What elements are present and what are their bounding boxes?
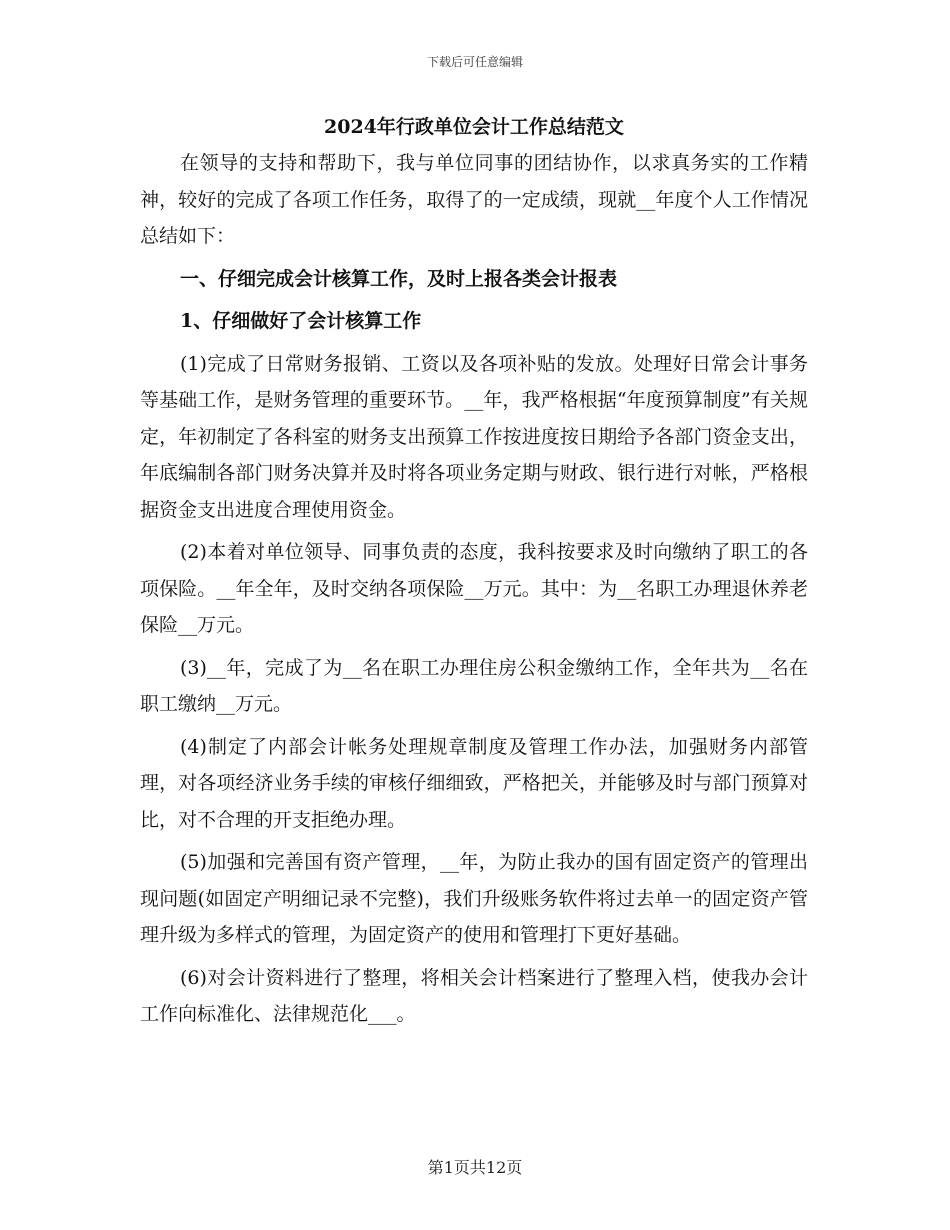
intro-paragraph: 在领导的支持和帮助下，我与单位同事的团结协作，以求真务实的工作精神，较好的完成了各项工作任务，取得了的一定成绩，现就__年度个人工作情况总结如下： <box>140 152 808 247</box>
section-heading-1: 一、仔细完成会计核算工作，及时上报各类会计报表 <box>180 267 618 290</box>
list-item: (2)本着对单位领导、同事负责的态度，我科按要求及时向缴纳了职工的各项保险。__年全年，及时交纳各项保险__万元。其中：为__名职工办理退休养老保险__万元。 <box>140 541 808 636</box>
list-item: (1)完成了日常财务报销、工资以及各项补贴的发放。处理好日常会计事务等基础工作，是财务管理的重要环节。__年，我严格根据“年度预算制度”有关规定，年初制定了各科室的财务支出预算工作按进度按日期给予各部门资金支出，年底编制各部门财务决算并及时将各项业务定期与财政、银行进行对帐，严格根据资金支出进度合理使用资金。 <box>140 352 808 521</box>
subsection-heading-1: 1、仔细做好了会计核算工作 <box>180 310 422 332</box>
document-title: 2024年行政单位会计工作总结范文 <box>324 116 624 138</box>
list-item: (5)加强和完善国有资产管理，__年，为防止我办的国有固定资产的管理出现问题(如固定产明细记录不完整)，我们升级账务软件将过去单一的固定资产管理升级为多样式的管理，为固定资产的使用和管理打下更好基础。 <box>140 851 808 946</box>
document-body <box>140 113 808 1039</box>
list-item: (3)__年，完成了为__名在职工办理住房公积金缴纳工作，全年共为__名在职工缴纳__万元。 <box>140 656 808 715</box>
page-header: 下载后可任意编辑 <box>426 55 523 69</box>
list-item: (4)制定了内部会计帐务处理规章制度及管理工作办法，加强财务内部管理，对各项经济业务手续的审核仔细细致，严格把关，并能够及时与部门预算对比，对不合理的开支拒绝办理。 <box>140 735 808 831</box>
page-number: 第1页共12页 <box>427 1158 523 1177</box>
list-item: (6)对会计资料进行了整理，将相关会计档案进行了整理入档，使我办会计工作向标准化、法律规范化___。 <box>140 966 808 1025</box>
